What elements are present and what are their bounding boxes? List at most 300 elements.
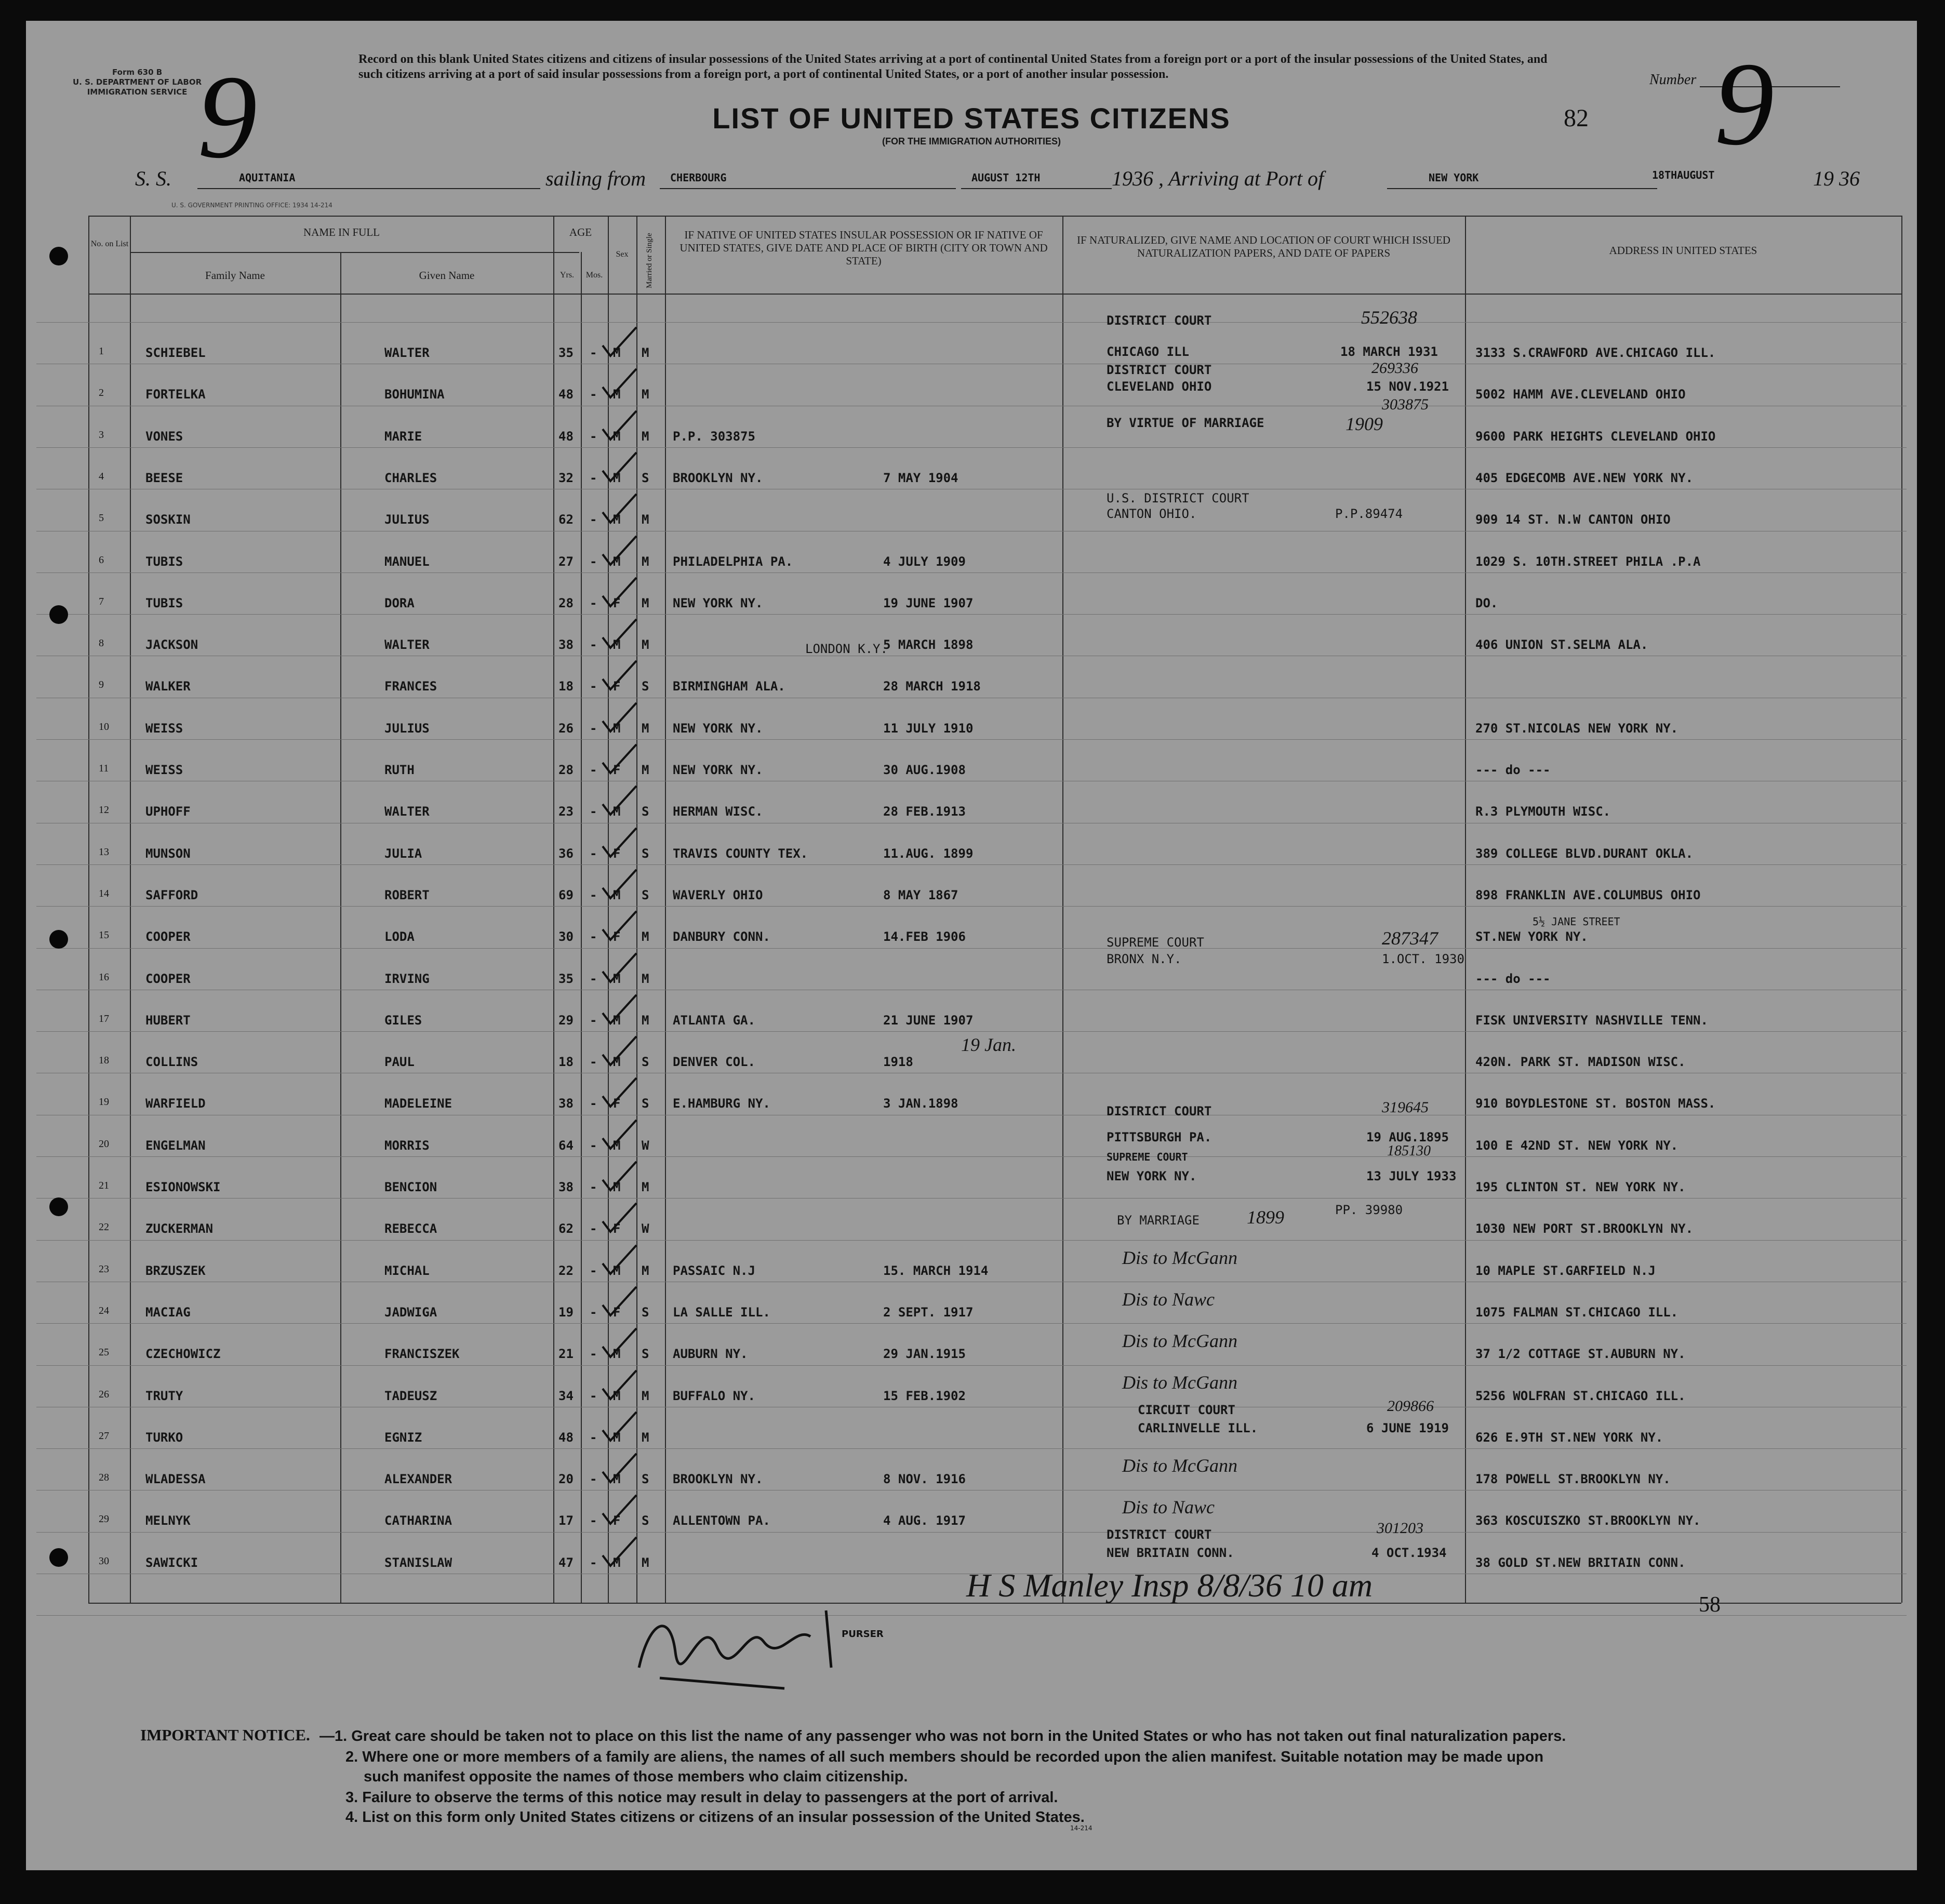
- nat-note-number: 209866: [1387, 1397, 1434, 1415]
- birth-place: DANBURY CONN.: [673, 929, 770, 944]
- birth-date: 4 AUG. 1917: [883, 1513, 966, 1528]
- address: 406 UNION ST.SELMA ALA.: [1475, 637, 1648, 652]
- form-number: Form 630 B: [112, 68, 163, 77]
- age-months: -: [590, 387, 597, 402]
- check-mark-icon: [597, 1326, 644, 1362]
- notice-item-2: 2. Where one or more members of a family are aliens, the names of all such members should be recorded upon the alien manifest. Suitable notation may be made upon: [345, 1749, 1544, 1765]
- birth-date: 15. MARCH 1914: [883, 1263, 989, 1278]
- age-months: -: [590, 721, 597, 736]
- birth-date: 11 JULY 1910: [883, 721, 974, 736]
- age-months: -: [590, 1055, 597, 1069]
- table-row: [26, 1430, 1917, 1472]
- sex: M: [613, 1263, 621, 1278]
- check-mark-icon: [597, 1201, 644, 1237]
- nat-note: SUPREME COURT: [1107, 1151, 1188, 1163]
- address: 37 1/2 COTTAGE ST.AUBURN NY.: [1475, 1347, 1686, 1361]
- age-months: -: [590, 512, 597, 527]
- row-number: 3: [99, 429, 104, 441]
- check-mark-icon: [597, 575, 644, 611]
- col-header-name: NAME IN FULL: [303, 226, 380, 238]
- stamp-number: 82: [1564, 104, 1589, 132]
- departure-year: 1936: [1112, 167, 1153, 190]
- marital-status: M: [642, 637, 649, 652]
- age-years: 29: [558, 1013, 574, 1028]
- col-header-family: Family Name: [205, 269, 265, 282]
- family-name: ZUCKERMAN: [145, 1221, 214, 1236]
- family-name: WEISS: [145, 763, 183, 777]
- marital-status: M: [642, 1389, 649, 1403]
- marital-status: S: [642, 1347, 649, 1361]
- age-years: 30: [558, 929, 574, 944]
- table-row: [26, 929, 1917, 971]
- nat-note-date: 4 OCT.1934: [1371, 1546, 1447, 1560]
- family-name: WALKER: [145, 679, 191, 694]
- table-row: [26, 387, 1917, 429]
- check-mark-icon: [597, 1284, 644, 1321]
- notice-item-1: —1. Great care should be taken not to place on this list the name of any passenger who was not born in the United States or who has not taken out final naturalization papers.: [319, 1728, 1566, 1745]
- age-years: 48: [558, 387, 574, 402]
- age-months: -: [590, 971, 597, 986]
- punch-hole: [49, 247, 68, 265]
- row-number: 24: [99, 1305, 109, 1316]
- age-years: 47: [558, 1555, 574, 1570]
- age-months: -: [590, 1180, 597, 1194]
- address: 420N. PARK ST. MADISON WISC.: [1475, 1055, 1686, 1069]
- row-number: 18: [99, 1055, 109, 1066]
- address: 3133 S.CRAWFORD AVE.CHICAGO ILL.: [1475, 345, 1716, 360]
- birth-place: BROOKLYN NY.: [673, 471, 763, 485]
- age-years: 38: [558, 1180, 574, 1194]
- given-name: LODA: [384, 929, 415, 944]
- family-name: JACKSON: [145, 637, 198, 652]
- family-name: ESIONOWSKI: [145, 1180, 221, 1194]
- check-mark-icon: [597, 783, 644, 820]
- family-name: FORTELKA: [145, 387, 206, 402]
- birth-date: 8 MAY 1867: [883, 888, 958, 902]
- age-years: 22: [558, 1263, 574, 1278]
- given-name: RUTH: [384, 763, 415, 777]
- row-number: 27: [99, 1430, 109, 1442]
- check-mark-icon: [597, 1034, 644, 1070]
- marital-status: M: [642, 1263, 649, 1278]
- check-mark-icon: [597, 742, 644, 778]
- hand-note: Dis to McGann: [1122, 1247, 1237, 1268]
- birth-place: NEW YORK NY.: [673, 596, 763, 610]
- notice-item-2-cont: such manifest opposite the names of those members who claim citizenship.: [364, 1768, 908, 1785]
- birth-place: DENVER COL.: [673, 1055, 755, 1069]
- address: ST.NEW YORK NY.: [1475, 929, 1588, 944]
- address: DO.: [1475, 596, 1498, 610]
- family-name: VONES: [145, 429, 183, 444]
- service-name: IMMIGRATION SERVICE: [87, 87, 188, 97]
- sex: M: [613, 637, 621, 652]
- given-name: IRVING: [384, 971, 430, 986]
- birth-place: PHILADELPHIA PA.: [673, 554, 793, 569]
- marital-status: M: [642, 596, 649, 610]
- marital-status: S: [642, 846, 649, 861]
- list-number-right: 9: [1714, 37, 1774, 170]
- sex: F: [613, 846, 621, 861]
- nat-note: CARLINVELLE ILL.: [1138, 1421, 1258, 1435]
- table-row: [26, 721, 1917, 763]
- table-row: [26, 637, 1917, 679]
- sex: M: [613, 1013, 621, 1028]
- birth-date: 30 AUG.1908: [883, 763, 966, 777]
- age-years: 32: [558, 471, 574, 485]
- ship-name: AQUITANIA: [239, 171, 296, 184]
- row-number: 14: [99, 888, 109, 899]
- given-name: MADELEINE: [384, 1096, 452, 1111]
- hand-note: Dis to Nawc: [1122, 1289, 1215, 1310]
- family-name: TUBIS: [145, 554, 183, 569]
- nat-note-year: 1899: [1247, 1207, 1284, 1228]
- col-header-sex: Sex: [616, 250, 629, 259]
- col-header-no: No. on List: [90, 239, 129, 248]
- sex: M: [613, 721, 621, 736]
- given-name: GILES: [384, 1013, 422, 1028]
- birth-place: PASSAIC N.J: [673, 1263, 755, 1278]
- nat-note-date: 18 MARCH 1931: [1340, 344, 1438, 359]
- nat-note: DISTRICT COURT: [1107, 313, 1212, 328]
- check-mark-icon: [597, 700, 644, 737]
- family-name: TUBIS: [145, 596, 183, 610]
- marital-status: M: [642, 1430, 649, 1445]
- nat-note: SUPREME COURT: [1107, 935, 1204, 950]
- sex: M: [613, 1430, 621, 1445]
- sex: M: [613, 554, 621, 569]
- page-subtitle: (FOR THE IMMIGRATION AUTHORITIES): [882, 136, 1061, 147]
- nat-note: BRONX N.Y.: [1107, 952, 1182, 966]
- intro-text: Record on this blank United States citizens and citizens of insular possessions of the United States arriving at a port of continental United States from a foreign port or a port of the insular possessions of the United States, and such citizens arriving at a port of said insular possessions from a foreign port, a port of continental United States, or a port of another insular possession.: [358, 52, 1548, 81]
- nat-note: DISTRICT COURT: [1107, 1527, 1212, 1542]
- family-name: SOSKIN: [145, 512, 191, 527]
- sex: M: [613, 1055, 621, 1069]
- age-years: 48: [558, 1430, 574, 1445]
- given-name: MICHAL: [384, 1263, 430, 1278]
- row-number: 11: [99, 763, 109, 774]
- nat-note: PITTSBURGH PA.: [1107, 1130, 1212, 1144]
- age-months: -: [590, 804, 597, 819]
- row-number: 16: [99, 971, 109, 983]
- address-note: 5½ JANE STREET: [1533, 915, 1620, 928]
- family-name: MUNSON: [145, 846, 191, 861]
- sex: M: [613, 1555, 621, 1570]
- family-name: TRUTY: [145, 1389, 183, 1403]
- table-row: [26, 888, 1917, 929]
- family-name: BRZUSZEK: [145, 1263, 206, 1278]
- ruled-line: [36, 1615, 1907, 1616]
- table-row: [26, 1055, 1917, 1096]
- row-number: 23: [99, 1263, 109, 1275]
- given-name: JULIA: [384, 846, 422, 861]
- col-header-age: AGE: [569, 226, 592, 238]
- marital-status: S: [642, 1096, 649, 1111]
- table-row: [26, 1347, 1917, 1388]
- sex: F: [613, 596, 621, 610]
- sex: F: [613, 679, 621, 694]
- marital-status: M: [642, 721, 649, 736]
- table-row: [26, 1180, 1917, 1221]
- birth-place: HERMAN WISC.: [673, 804, 763, 819]
- given-name: JADWIGA: [384, 1305, 437, 1320]
- marital-status: M: [642, 429, 649, 444]
- birth-date: 7 MAY 1904: [883, 471, 958, 485]
- age-months: -: [590, 554, 597, 569]
- nat-note-number: 301203: [1377, 1520, 1423, 1537]
- sex: F: [613, 929, 621, 944]
- age-months: -: [590, 1263, 597, 1278]
- nat-note-date: 1.OCT. 1930: [1382, 952, 1464, 966]
- notice-item-3: 3. Failure to observe the terms of this notice may result in delay to passengers at the port of arrival.: [345, 1789, 1058, 1806]
- check-mark-icon: [597, 951, 644, 987]
- birth-date: 29 JAN.1915: [883, 1347, 966, 1361]
- col-header-naturalized: IF NATURALIZED, GIVE NAME AND LOCATION OF COURT WHICH ISSUED NATURALIZATION PAPERS, AND DATE OF PAPERS: [1077, 234, 1450, 259]
- birth-place: WAVERLY OHIO: [673, 888, 763, 902]
- nat-note-number: 319645: [1382, 1099, 1429, 1116]
- family-name: SAFFORD: [145, 888, 198, 902]
- row-number: 15: [99, 929, 109, 941]
- nat-note-year: 1909: [1345, 414, 1383, 434]
- birth-date: 1918: [883, 1055, 913, 1069]
- punch-hole: [49, 605, 68, 624]
- check-mark-icon: [597, 1159, 644, 1195]
- nat-note-date: 6 JUNE 1919: [1366, 1421, 1449, 1435]
- punch-hole: [49, 1548, 68, 1567]
- age-months: -: [590, 429, 597, 444]
- birth-date: 4 JULY 1909: [883, 554, 966, 569]
- age-months: -: [590, 345, 597, 360]
- age-months: -: [590, 888, 597, 902]
- port-to-underline: [1387, 188, 1657, 189]
- row-number: 30: [99, 1555, 109, 1567]
- sex: M: [613, 1472, 621, 1486]
- age-years: 48: [558, 429, 574, 444]
- check-mark-icon: [597, 992, 644, 1029]
- family-name: UPHOFF: [145, 804, 191, 819]
- purser-signature: [629, 1590, 878, 1694]
- check-mark-icon: [597, 658, 644, 695]
- nat-note: CHICAGO ILL: [1107, 344, 1189, 359]
- manifest-sheet: [26, 21, 1917, 1870]
- sex: M: [613, 345, 621, 360]
- sex: M: [613, 804, 621, 819]
- sex: F: [613, 1513, 621, 1528]
- address: 909 14 ST. N.W CANTON OHIO: [1475, 512, 1671, 527]
- row-number: 17: [99, 1013, 109, 1024]
- nat-note: BY VIRTUE OF MARRIAGE: [1107, 416, 1264, 430]
- row-number: 13: [99, 846, 109, 858]
- nat-note: NEW YORK NY.: [1107, 1169, 1197, 1183]
- port-from: CHERBOURG: [670, 171, 727, 184]
- port-to: NEW YORK: [1429, 171, 1479, 184]
- row-number: 10: [99, 721, 109, 733]
- birth-hand-note: 19 Jan.: [961, 1034, 1016, 1055]
- age-years: 38: [558, 1096, 574, 1111]
- age-months: -: [590, 1347, 597, 1361]
- given-name: EGNIZ: [384, 1430, 422, 1445]
- number-label: Number: [1649, 72, 1697, 88]
- nat-note-number: PP. 39980: [1335, 1203, 1403, 1217]
- nat-note: DISTRICT COURT: [1107, 363, 1212, 377]
- sex: M: [613, 1389, 621, 1403]
- row-number: 6: [99, 554, 104, 566]
- age-years: 62: [558, 1221, 574, 1236]
- marital-status: M: [642, 345, 649, 360]
- age-months: -: [590, 679, 597, 694]
- form-identifier: [73, 68, 202, 97]
- page-number: 58: [1699, 1593, 1721, 1617]
- birth-place: NEW YORK NY.: [673, 721, 763, 736]
- table-row: [26, 679, 1917, 721]
- row-number: 28: [99, 1472, 109, 1483]
- age-years: 34: [558, 1389, 574, 1403]
- header-bottom-border: [88, 294, 1901, 295]
- marital-status: M: [642, 1180, 649, 1194]
- nat-note-number: 552638: [1361, 307, 1417, 328]
- age-years: 64: [558, 1138, 574, 1153]
- row-number: 8: [99, 637, 104, 649]
- given-name: JULIUS: [384, 721, 430, 736]
- check-mark-icon: [597, 1075, 644, 1112]
- check-mark-icon: [597, 867, 644, 903]
- address: 389 COLLEGE BLVD.DURANT OKLA.: [1475, 846, 1694, 861]
- list-number-left: 9: [197, 50, 257, 183]
- row-number: 5: [99, 512, 104, 524]
- age-years: 62: [558, 512, 574, 527]
- department-name: U. S. DEPARTMENT OF LABOR: [73, 77, 202, 87]
- given-name: WALTER: [384, 345, 430, 360]
- sex: F: [613, 1305, 621, 1320]
- sex: M: [613, 429, 621, 444]
- arrival-date: 18THAUGUST: [1652, 169, 1715, 181]
- row-number: 20: [99, 1138, 109, 1150]
- table-row: [26, 596, 1917, 637]
- check-mark-icon: [597, 1409, 644, 1446]
- age-years: 18: [558, 1055, 574, 1069]
- col-header-yrs: Yrs.: [559, 271, 575, 279]
- given-name: JULIUS: [384, 512, 430, 527]
- address: 910 BOYDLESTONE ST. BOSTON MASS.: [1475, 1096, 1716, 1111]
- age-months: -: [590, 1389, 597, 1403]
- age-years: 28: [558, 596, 574, 610]
- table-row: [26, 1138, 1917, 1180]
- marital-status: M: [642, 554, 649, 569]
- birth-date: 28 FEB.1913: [883, 804, 966, 819]
- ss-label: S. S.: [135, 167, 171, 190]
- marital-status: S: [642, 679, 649, 694]
- birth-place: ALLENTOWN PA.: [673, 1513, 770, 1528]
- table-row: [26, 1221, 1917, 1263]
- birth-place: E.HAMBURG NY.: [673, 1096, 770, 1111]
- hand-note: Dis to Nawc: [1122, 1497, 1215, 1517]
- row-number: 2: [99, 387, 104, 398]
- age-months: -: [590, 637, 597, 652]
- address: 898 FRANKLIN AVE.COLUMBUS OHIO: [1475, 888, 1701, 902]
- age-years: 19: [558, 1305, 574, 1320]
- birth-date: 8 NOV. 1916: [883, 1472, 966, 1486]
- birth-place: LA SALLE ILL.: [673, 1305, 770, 1320]
- family-name: WLADESSA: [145, 1472, 206, 1486]
- nat-note-date: 13 JULY 1933: [1366, 1169, 1457, 1183]
- birth-date: 14.FEB 1906: [883, 929, 966, 944]
- table-row: [26, 804, 1917, 846]
- marital-status: M: [642, 763, 649, 777]
- table-row: [26, 1389, 1917, 1430]
- nat-note-number: 303875: [1382, 396, 1429, 413]
- check-mark-icon: [597, 325, 644, 361]
- given-name: REBECCA: [384, 1221, 437, 1236]
- nat-note-number: 185130: [1387, 1143, 1431, 1159]
- sex: M: [613, 1180, 621, 1194]
- row-number: 21: [99, 1180, 109, 1191]
- address: 5002 HAMM AVE.CLEVELAND OHIO: [1475, 387, 1686, 402]
- sex: F: [613, 1221, 621, 1236]
- check-mark-icon: [597, 1243, 644, 1279]
- birth-place: ATLANTA GA.: [673, 1013, 755, 1028]
- notice-heading: IMPORTANT NOTICE.: [140, 1726, 310, 1744]
- nat-note: U.S. DISTRICT COURT: [1107, 491, 1249, 505]
- col-header-address: ADDRESS IN UNITED STATES: [1609, 244, 1757, 257]
- marital-status: S: [642, 471, 649, 485]
- address: 1030 NEW PORT ST.BROOKLYN NY.: [1475, 1221, 1694, 1236]
- given-name: MARIE: [384, 429, 422, 444]
- given-name: DORA: [384, 596, 415, 610]
- marital-status: M: [642, 387, 649, 402]
- sex: M: [613, 888, 621, 902]
- hand-note: Dis to McGann: [1122, 1372, 1237, 1393]
- age-months: -: [590, 1096, 597, 1111]
- age-years: 18: [558, 679, 574, 694]
- birth-note: LONDON K.Y.: [805, 642, 888, 656]
- address: --- do ---: [1475, 971, 1551, 986]
- check-mark-icon: [597, 825, 644, 862]
- age-years: 17: [558, 1513, 574, 1528]
- printing-office-line: U. S. GOVERNMENT PRINTING OFFICE: 1934 14-214: [171, 202, 332, 209]
- age-months: -: [590, 1221, 597, 1236]
- birth-place: BROOKLYN NY.: [673, 1472, 763, 1486]
- address: 9600 PARK HEIGHTS CLEVELAND OHIO: [1475, 429, 1716, 444]
- age-months: -: [590, 929, 597, 944]
- age-months: -: [590, 1513, 597, 1528]
- punch-hole: [49, 1197, 68, 1216]
- age-months: -: [590, 846, 597, 861]
- row-number: 4: [99, 471, 104, 482]
- table-row: [26, 345, 1917, 387]
- age-years: 35: [558, 971, 574, 986]
- family-name: WEISS: [145, 721, 183, 736]
- sailing-label: sailing from: [545, 167, 646, 190]
- nat-note: DISTRICT COURT: [1107, 1104, 1212, 1119]
- address: 38 GOLD ST.NEW BRITAIN CONN.: [1475, 1555, 1686, 1570]
- sex: M: [613, 512, 621, 527]
- age-years: 36: [558, 846, 574, 861]
- age-months: -: [590, 596, 597, 610]
- given-name: WALTER: [384, 637, 430, 652]
- given-name: CATHARINA: [384, 1513, 452, 1528]
- table-row: [26, 1513, 1917, 1555]
- given-name: ROBERT: [384, 888, 430, 902]
- birth-date: 28 MARCH 1918: [883, 679, 981, 694]
- hand-note: Dis to McGann: [1122, 1455, 1237, 1476]
- age-months: -: [590, 471, 597, 485]
- check-mark-icon: [597, 1493, 644, 1529]
- birth-place: BUFFALO NY.: [673, 1389, 755, 1403]
- given-name: MANUEL: [384, 554, 430, 569]
- sex: M: [613, 971, 621, 986]
- address: 1029 S. 10TH.STREET PHILA .P.A: [1475, 554, 1701, 569]
- given-name: PAUL: [384, 1055, 415, 1069]
- marital-status: M: [642, 1013, 649, 1028]
